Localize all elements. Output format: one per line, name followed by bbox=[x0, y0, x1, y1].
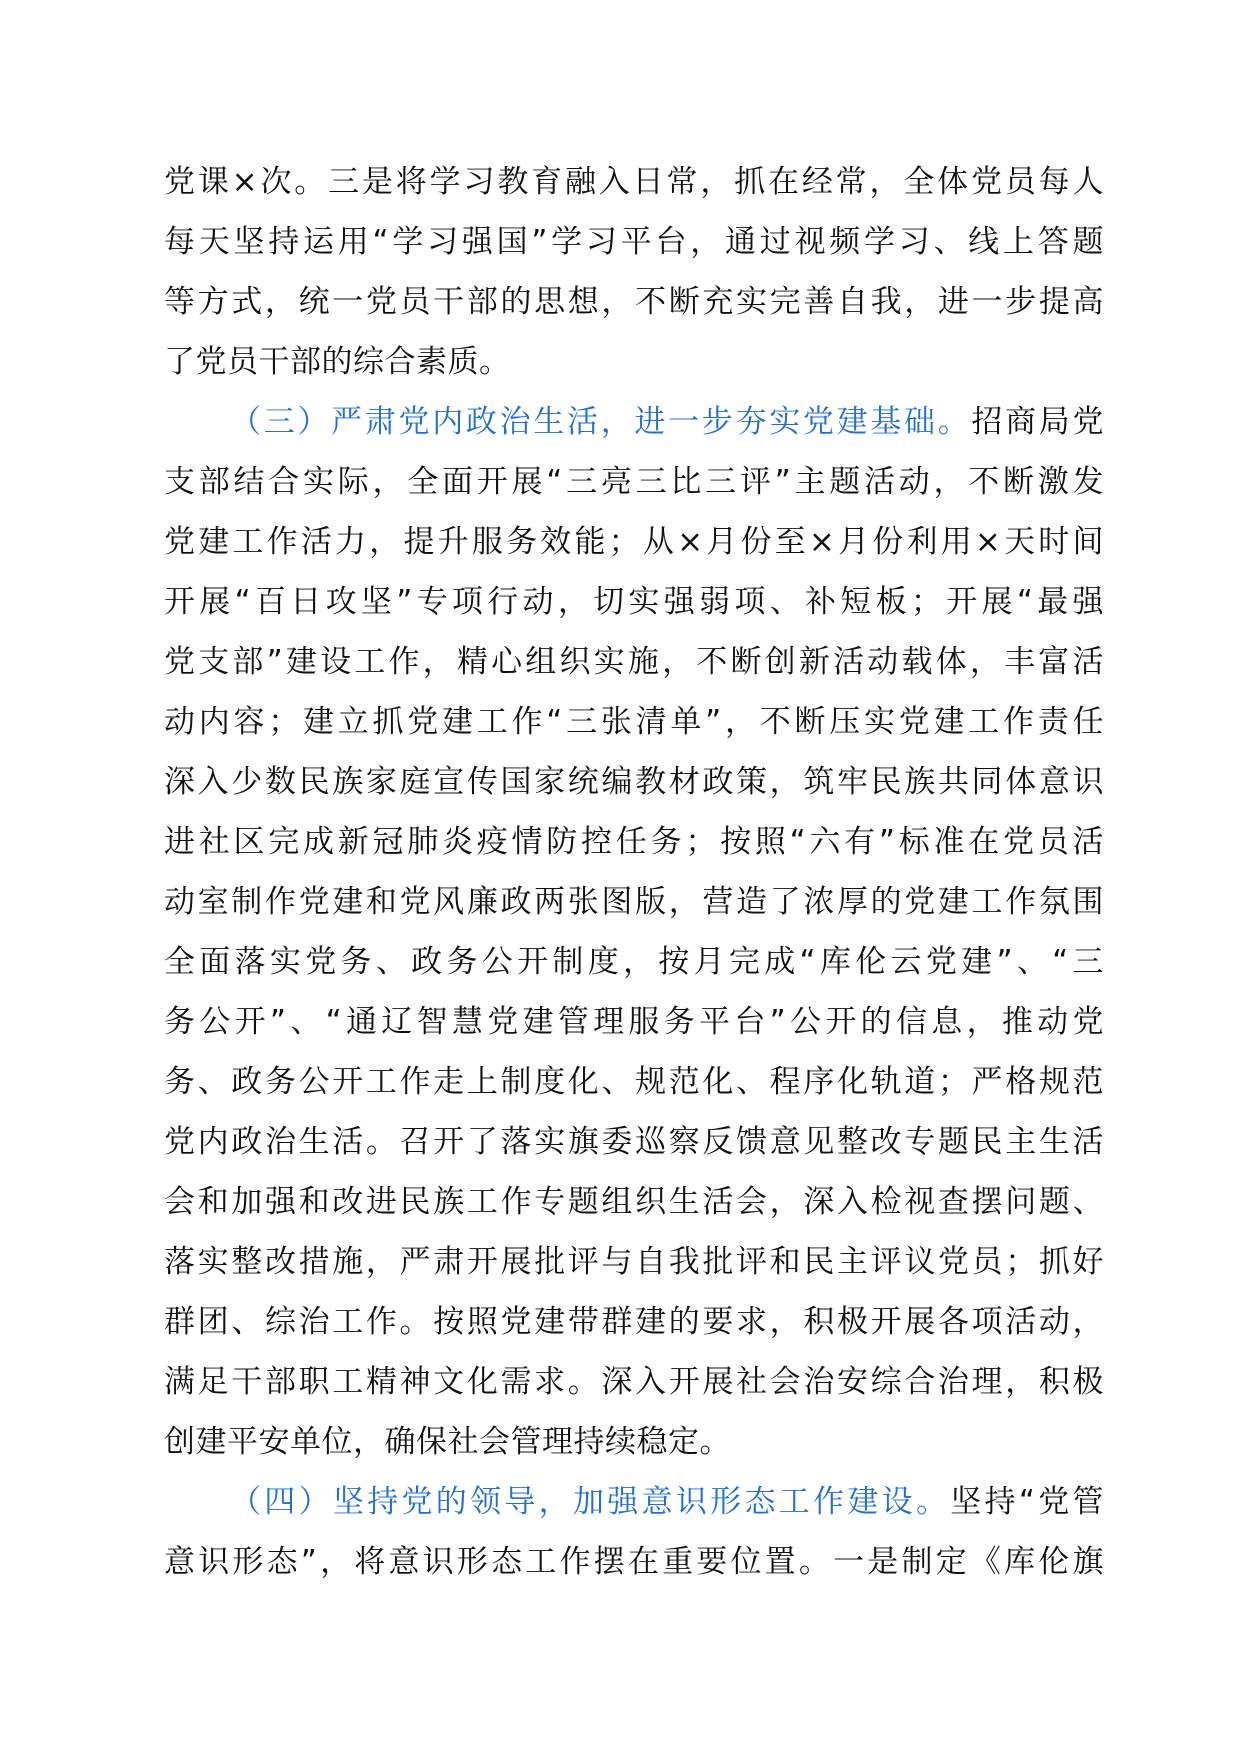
text-line: 全面落实党务、政务公开制度，按月完成“库伦云党建”、“三 bbox=[164, 944, 1104, 980]
text-line: 开展“百日攻坚”专项行动，切实强弱项、补短板；开展“最强 bbox=[164, 584, 1104, 620]
text-line: 落实整改措施，严肃开展批评与自我批评和民主评议党员；抓好 bbox=[164, 1244, 1104, 1280]
text-line: 动室制作党建和党风廉政两张图版，营造了浓厚的党建工作氛围 bbox=[164, 884, 1104, 920]
text-line: 会和加强和改进民族工作专题组织生活会，深入检视查摆问题、 bbox=[164, 1184, 1104, 1220]
text-line: 深入少数民族家庭宣传国家统编教材政策，筑牢民族共同体意识 bbox=[164, 764, 1104, 800]
text-run: 招商局党 bbox=[971, 404, 1105, 440]
text-line: 党内政治生活。召开了落实旗委巡察反馈意见整改专题民主生活 bbox=[164, 1124, 1104, 1160]
text-line: 党支部”建设工作，精心组织实施，不断创新活动载体，丰富活 bbox=[164, 644, 1104, 680]
text-run: 坚持“党管 bbox=[950, 1484, 1104, 1520]
section-heading-line-3 bbox=[164, 392, 1104, 452]
text-line: 每天坚持运用“学习强国”学习平台，通过视频学习、线上答题 bbox=[164, 224, 1104, 260]
text-line: 了党员干部的综合素质。 bbox=[164, 344, 511, 380]
section-heading-4: （四）坚持党的领导，加强意识形态工作建设。 bbox=[230, 1484, 951, 1520]
text-line: 务公开”、“通辽智慧党建管理服务平台”公开的信息，推动党 bbox=[164, 1004, 1104, 1040]
section-heading-3: （三）严肃党内政治生活，进一步夯实党建基础。 bbox=[230, 404, 972, 440]
text-line: 满足干部职工精神文化需求。深入开展社会治安综合治理，积极 bbox=[164, 1364, 1104, 1400]
text-line: 务、政务公开工作走上制度化、规范化、程序化轨道；严格规范 bbox=[164, 1064, 1104, 1100]
text-line: 意识形态”，将意识形态工作摆在重要位置。一是制定《库伦旗 bbox=[164, 1544, 1104, 1580]
text-line: 动内容；建立抓党建工作“三张清单”，不断压实党建工作责任 bbox=[164, 704, 1104, 740]
text-line: 创建平安单位，确保社会管理持续稳定。 bbox=[164, 1424, 731, 1460]
text-line: 党课×次。三是将学习教育融入日常，抓在经常，全体党员每人 bbox=[164, 164, 1104, 200]
text-line: 进社区完成新冠肺炎疫情防控任务；按照“六有”标准在党员活 bbox=[164, 824, 1104, 860]
text-line: 等方式，统一党员干部的思想，不断充实完善自我，进一步提高 bbox=[164, 284, 1104, 320]
section-heading-line-4 bbox=[164, 1472, 1104, 1532]
text-line: 支部结合实际，全面开展“三亮三比三评”主题活动，不断激发 bbox=[164, 464, 1104, 500]
body-text bbox=[164, 152, 1104, 1592]
text-line: 群团、综治工作。按照党建带群建的要求，积极开展各项活动， bbox=[164, 1304, 1104, 1340]
text-line: 党建工作活力，提升服务效能；从×月份至×月份利用×天时间 bbox=[164, 524, 1104, 560]
